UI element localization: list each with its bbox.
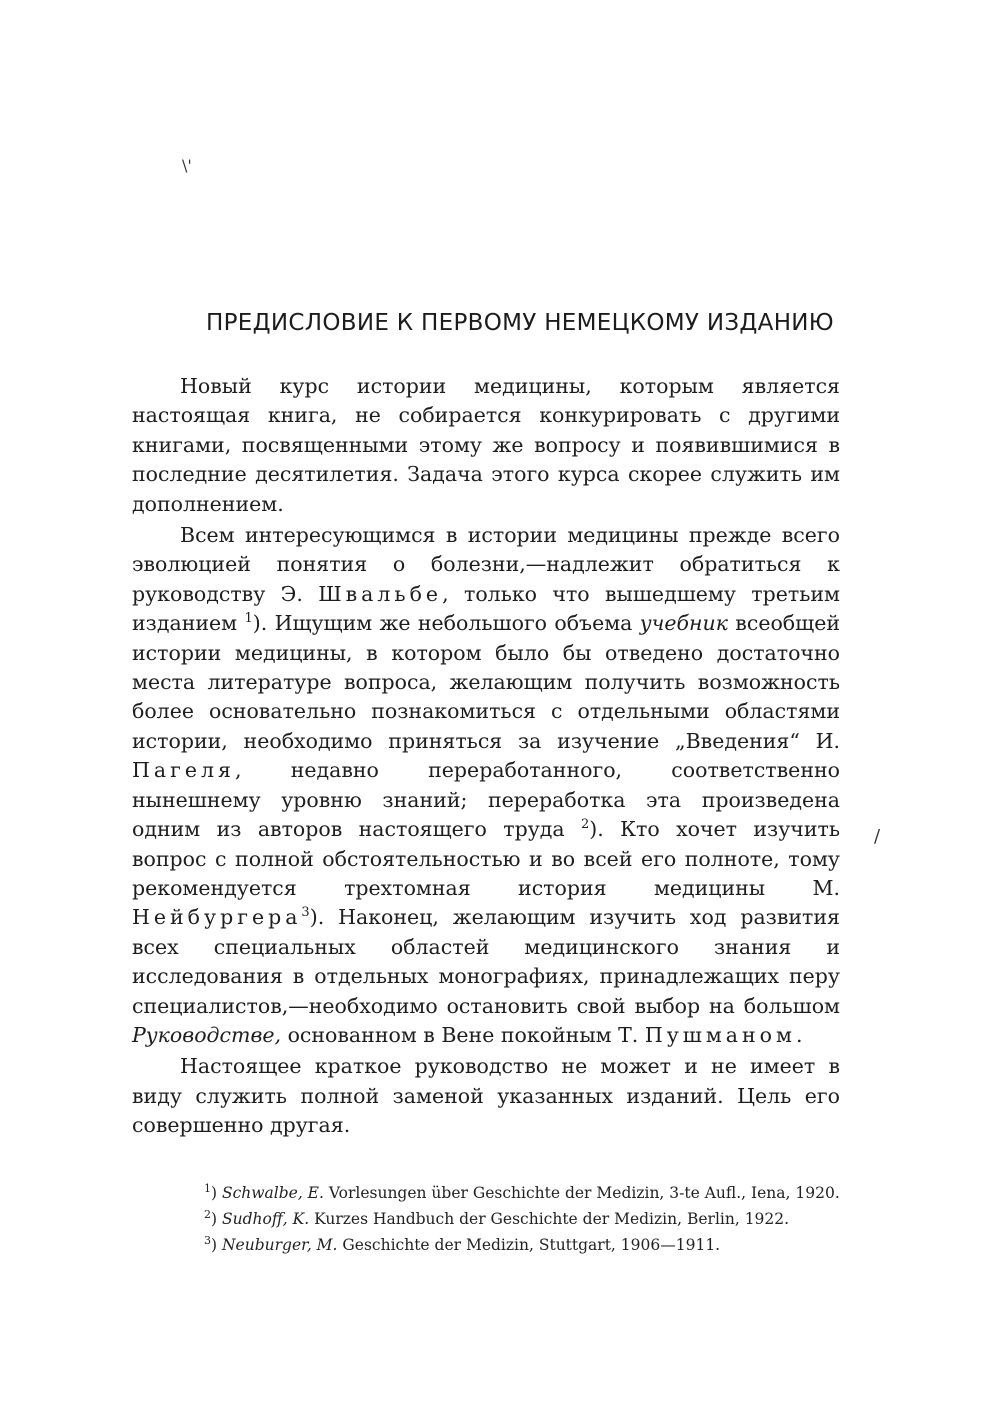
paragraph-2: [132, 521, 840, 1050]
p2-text-7: ). Наконец, желающим изучить ход развития всех специальных областей медицинского знания и исследования в отдельных монографиях, принадлежащих перу специалистов,—необходимо остановить свой выбор на большом: [132, 905, 840, 1018]
author-name-puschmann: Пушманом: [644, 1022, 796, 1047]
footnote-paren: ): [211, 1184, 222, 1202]
footnote-text: Geschichte der Medizin, Stuttgart, 1906—1911.: [337, 1236, 721, 1254]
p2-text-3: ). Ищущим же небольшого объема: [252, 611, 640, 636]
p2-text-9: .: [795, 1022, 803, 1047]
paragraph-3: Настоящее краткое руководство не может и не имеет в виду служить полной заменой указанных изданий. Цель его совершенно другая.: [132, 1054, 840, 1138]
footnote-ref-1: 1: [244, 611, 253, 627]
p2-text-4: всеобщей истории медицины, в котором было бы отведено достаточно места литературе вопроса, желающим получить возможность более основательно познакомиться с отдельными областями истории, необходимо приняться за изучение „Введения“ И.: [132, 611, 840, 753]
p2-text-5: , недавно переработанного, соответственно нынешнему уровню знаний; переработка эта произведена одним из авторов настоящего труда: [132, 758, 840, 842]
stray-mark-right: /: [874, 826, 881, 847]
page-title: ПРЕДИСЛОВИЕ К ПЕРВОМУ НЕМЕЦКОМУ ИЗДАНИЮ: [206, 310, 834, 336]
footnote-author: Schwalbe, E.: [221, 1184, 324, 1202]
footnote-paren: ): [211, 1210, 222, 1228]
p2-text-6: ). Кто хочет изучить вопрос с полной обстоятельностью и во всей его полноте, тому рекомендуется трехтомная история медицины М.: [132, 817, 840, 900]
p2-text-8: основанном в Вене покойным Т.: [281, 1022, 645, 1047]
footnote-author: Sudhoff, K.: [221, 1210, 310, 1228]
footnote-number: 3: [204, 1233, 211, 1247]
footnote-2: [118, 1206, 840, 1232]
footnote-text: Kurzes Handbuch der Geschichte der Medizin, Berlin, 1922.: [309, 1210, 790, 1228]
footnote-number: 1: [204, 1181, 211, 1195]
p2-text-2: , только что вышедшему третьим изданием: [132, 581, 840, 636]
footnote-text: Vorlesungen über Geschichte der Medizin, 3-te Aufl., Iena, 1920.: [323, 1184, 840, 1202]
p2-text-1: Всем интересующимся в истории медицины прежде всего эволюцией понятия о болезни,—надлежит обратиться к руководству Э.: [132, 523, 840, 606]
author-name-neuburger: Нейбургера: [132, 905, 302, 930]
footnote-3: [118, 1232, 840, 1258]
italic-word-textbook: учебник: [639, 611, 728, 636]
footnote-author: Neuburger, M.: [221, 1236, 338, 1254]
italic-word-handbook: Руководстве,: [132, 1022, 282, 1047]
author-name-schwalbe: Швальбе: [318, 581, 443, 606]
stray-mark-top: \': [182, 156, 192, 175]
preface-body: [132, 372, 840, 1141]
paragraph-1: Новый курс истории медицины, которым является настоящая книга, не собирается конкурировать с другими книгами, посвященными этому же вопросу и появившимися в последние десятилетия. Задача этого курса скорее служить им дополнением.: [132, 374, 840, 516]
footnote-paren: ): [211, 1236, 222, 1254]
footnote-1: [118, 1180, 840, 1206]
footnotes: [118, 1180, 840, 1258]
footnote-ref-3: 3: [301, 905, 310, 921]
footnote-number: 2: [204, 1207, 211, 1221]
footnote-ref-2: 2: [581, 817, 590, 833]
author-name-pagel: Пагеля: [132, 758, 235, 783]
